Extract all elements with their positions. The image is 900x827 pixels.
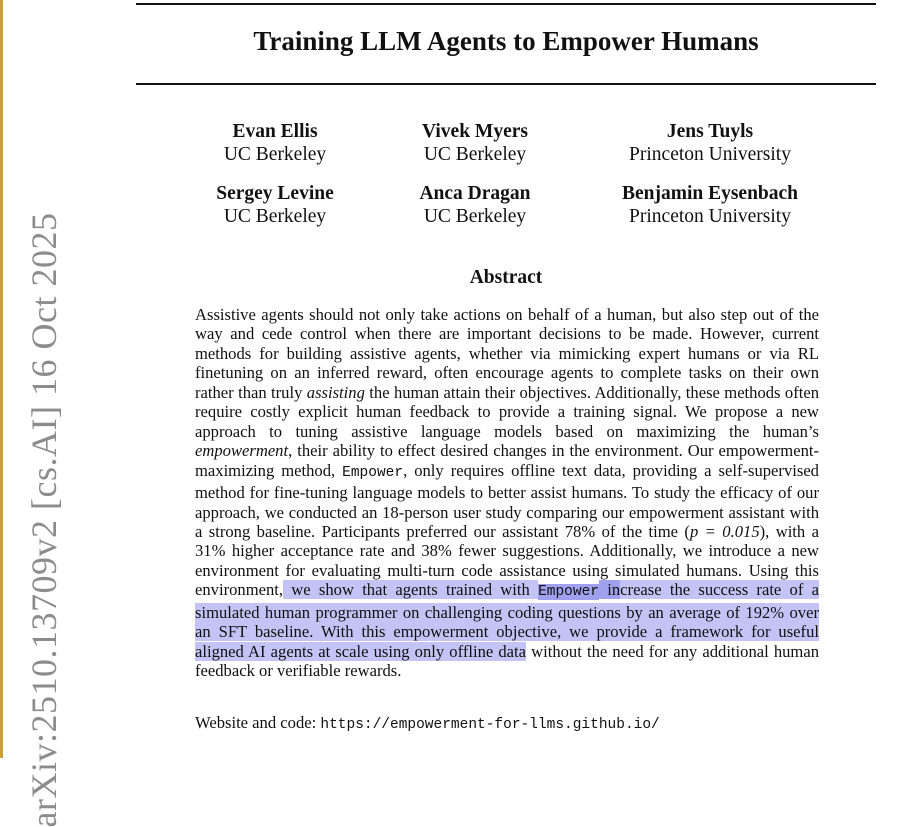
abstract-text: Assistive agents should not only take actions on behalf of a human, but also step out of the way and cede control when there are important decisions to be made. However, current methods for building assistive agents, whether via mimicking expert humans or via RL finetuning on an inferred reward, often encourage agents to complete tasks on their own rather than truly xyxy=(195,305,819,402)
author-name: Sergey Levine xyxy=(216,183,334,204)
abstract-emphasis: empowerment xyxy=(195,441,289,461)
method-name-code-selected[interactable]: Empower xyxy=(538,584,599,601)
text-selection-highlight[interactable]: we show that agents trained with xyxy=(283,580,539,600)
author-name: Benjamin Eysenbach xyxy=(621,183,799,204)
text-selection-highlight[interactable]: in xyxy=(599,580,621,600)
website-line xyxy=(195,713,660,733)
abstract-text: , their ability to effect desired changes in the environment. Our empowerment-maximizing method, xyxy=(195,441,819,480)
author-affiliation: Princeton University xyxy=(629,144,791,165)
author-name: Vivek Myers xyxy=(422,121,528,142)
abstract-text: , only requires offline text data, providing a self-supervised method for fine-tuning language models to better assist humans. To study the efficacy of our approach, we conducted an 18-person user study comparing our empowerment assistant with a strong baseline. Participants preferred our assistant 78% of the time ( xyxy=(195,460,819,541)
title-bottom-rule xyxy=(136,83,876,85)
author-name: Evan Ellis xyxy=(232,121,318,142)
paper-title: Training LLM Agents to Empower Humans xyxy=(253,26,759,56)
author xyxy=(580,182,840,228)
author-affiliation: UC Berkeley xyxy=(423,144,527,165)
author-affiliation: UC Berkeley xyxy=(223,144,327,165)
method-name-code: Empower xyxy=(342,464,404,481)
author-affiliation: UC Berkeley xyxy=(423,206,527,227)
abstract-emphasis: assisting xyxy=(306,382,365,402)
website-link[interactable]: https://empowerment-for-llms.github.io/ xyxy=(320,717,660,733)
arxiv-stamp: arXiv:2510.13709v2 [cs.AI] 16 Oct 2025 xyxy=(24,212,64,827)
author-name: Jens Tuyls xyxy=(666,121,754,142)
abstract-text: ), with a 31% higher acceptance rate and 38% fewer suggestions. Additionally, we introduce a new environment for evaluating multi-turn code assistance using simulated humans. Using this environment, xyxy=(195,521,819,600)
page-edge-line xyxy=(0,0,3,758)
abstract-heading: Abstract xyxy=(469,267,543,288)
abstract-text: the human attain their objectives. Additionally, these methods often require costly explicit human feedback to provide a training signal. We propose a new approach to tuning assistive language models based on maximizing the human’s xyxy=(195,382,820,441)
author-block xyxy=(180,120,840,228)
text-selection-highlight[interactable]: crease the success rate of a simulated human programmer on challenging coding questions by an average of 192% over an SFT baseline. With this empowerment objective, we provide a framework for useful aligned AI agents at scale using only offline data xyxy=(195,580,819,661)
author-affiliation: Princeton University xyxy=(629,206,791,227)
abstract-body[interactable] xyxy=(195,305,819,681)
author xyxy=(370,182,580,228)
website-label: Website and code: xyxy=(195,713,321,732)
author xyxy=(580,120,840,166)
author xyxy=(180,120,370,166)
abstract-text: without the need for any additional human feedback or verifiable rewards. xyxy=(195,641,820,681)
author-affiliation: UC Berkeley xyxy=(223,206,327,227)
author xyxy=(180,182,370,228)
p-value-math: p = 0.015 xyxy=(689,521,760,541)
title-top-rule xyxy=(136,3,876,5)
author xyxy=(370,120,580,166)
author-name: Anca Dragan xyxy=(419,183,531,204)
